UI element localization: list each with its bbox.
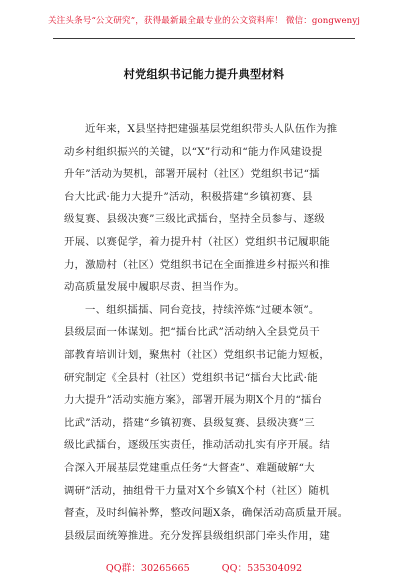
body-line: 升年”活动为契机，部署开展村（社区）党组织书记“擂 <box>64 168 320 181</box>
document-body <box>64 118 349 547</box>
body-line: 督查，及时纠偏补弊，整改问题X条，确保活动高质量开展。 <box>64 507 349 520</box>
body-line: 级比武擂台，逐级压实责任，推动活动扎实有序开展。结 <box>64 439 331 452</box>
body-line: 力，激励村（社区）党组织书记在全面推进乡村振兴和推 <box>64 258 331 271</box>
body-line: 动高质量发展中履职尽责、担当作为。 <box>64 281 245 294</box>
body-line: 合深入开展基层党建重点任务“大督查”、难题破解“大 <box>64 461 315 474</box>
body-line: 力大提升”活动实施方案》，部署开展为期X个月的“擂台 <box>64 394 323 407</box>
body-line: 部教育培训计划，聚焦村（社区）党组织书记能力短板， <box>64 348 331 361</box>
footer-contact <box>0 560 408 574</box>
body-line: 动乡村组织振兴的关键，以“X”行动和“能力作风建设提 <box>64 145 323 158</box>
body-line: 县级层面统筹推进。充分发挥县级组织部门牵头作用，建 <box>64 529 331 542</box>
body-line: 比武”活动，搭建“乡镇初赛、县级复赛、县级决赛”三 <box>64 416 315 429</box>
body-line: 研究制定《全县村（社区）党组织书记“擂台大比武·能 <box>64 371 318 384</box>
body-line: 县级层面一体谋划。把“擂台比武”活动纳入全县党员干 <box>64 326 320 339</box>
body-line: 台大比武·能力大提升”活动，积极搭建“乡镇初赛、县 <box>64 190 313 203</box>
header-divider <box>53 38 355 39</box>
qq-group-number: QQ群：30265665 <box>105 563 190 574</box>
body-line: 近年来，X县坚持把建强基层党组织带头人队伍作为推 <box>85 123 338 135</box>
body-line: 开展、以赛促学，着力提升村（社区）党组织书记履职能 <box>64 235 331 248</box>
section-heading: 一、组织擂擂、同台竞技，持续淬炼“过硬本领”。 <box>85 303 320 316</box>
body-line: 级复赛、县级决赛”三级比武擂台，坚持全员参与、逐级 <box>64 213 325 226</box>
qq-number: QQ：535304092 <box>221 563 303 574</box>
body-line: 调研”活动，抽组骨干力量对X个乡镇X个村（社区）随机 <box>64 484 330 497</box>
document-title: 村党组织书记能力提升典型材料 <box>123 67 285 81</box>
header-banner: 关注头条号“公文研究”，获得最新最全最专业的公文资料库！ 微信：gongwenyj <box>47 16 361 26</box>
